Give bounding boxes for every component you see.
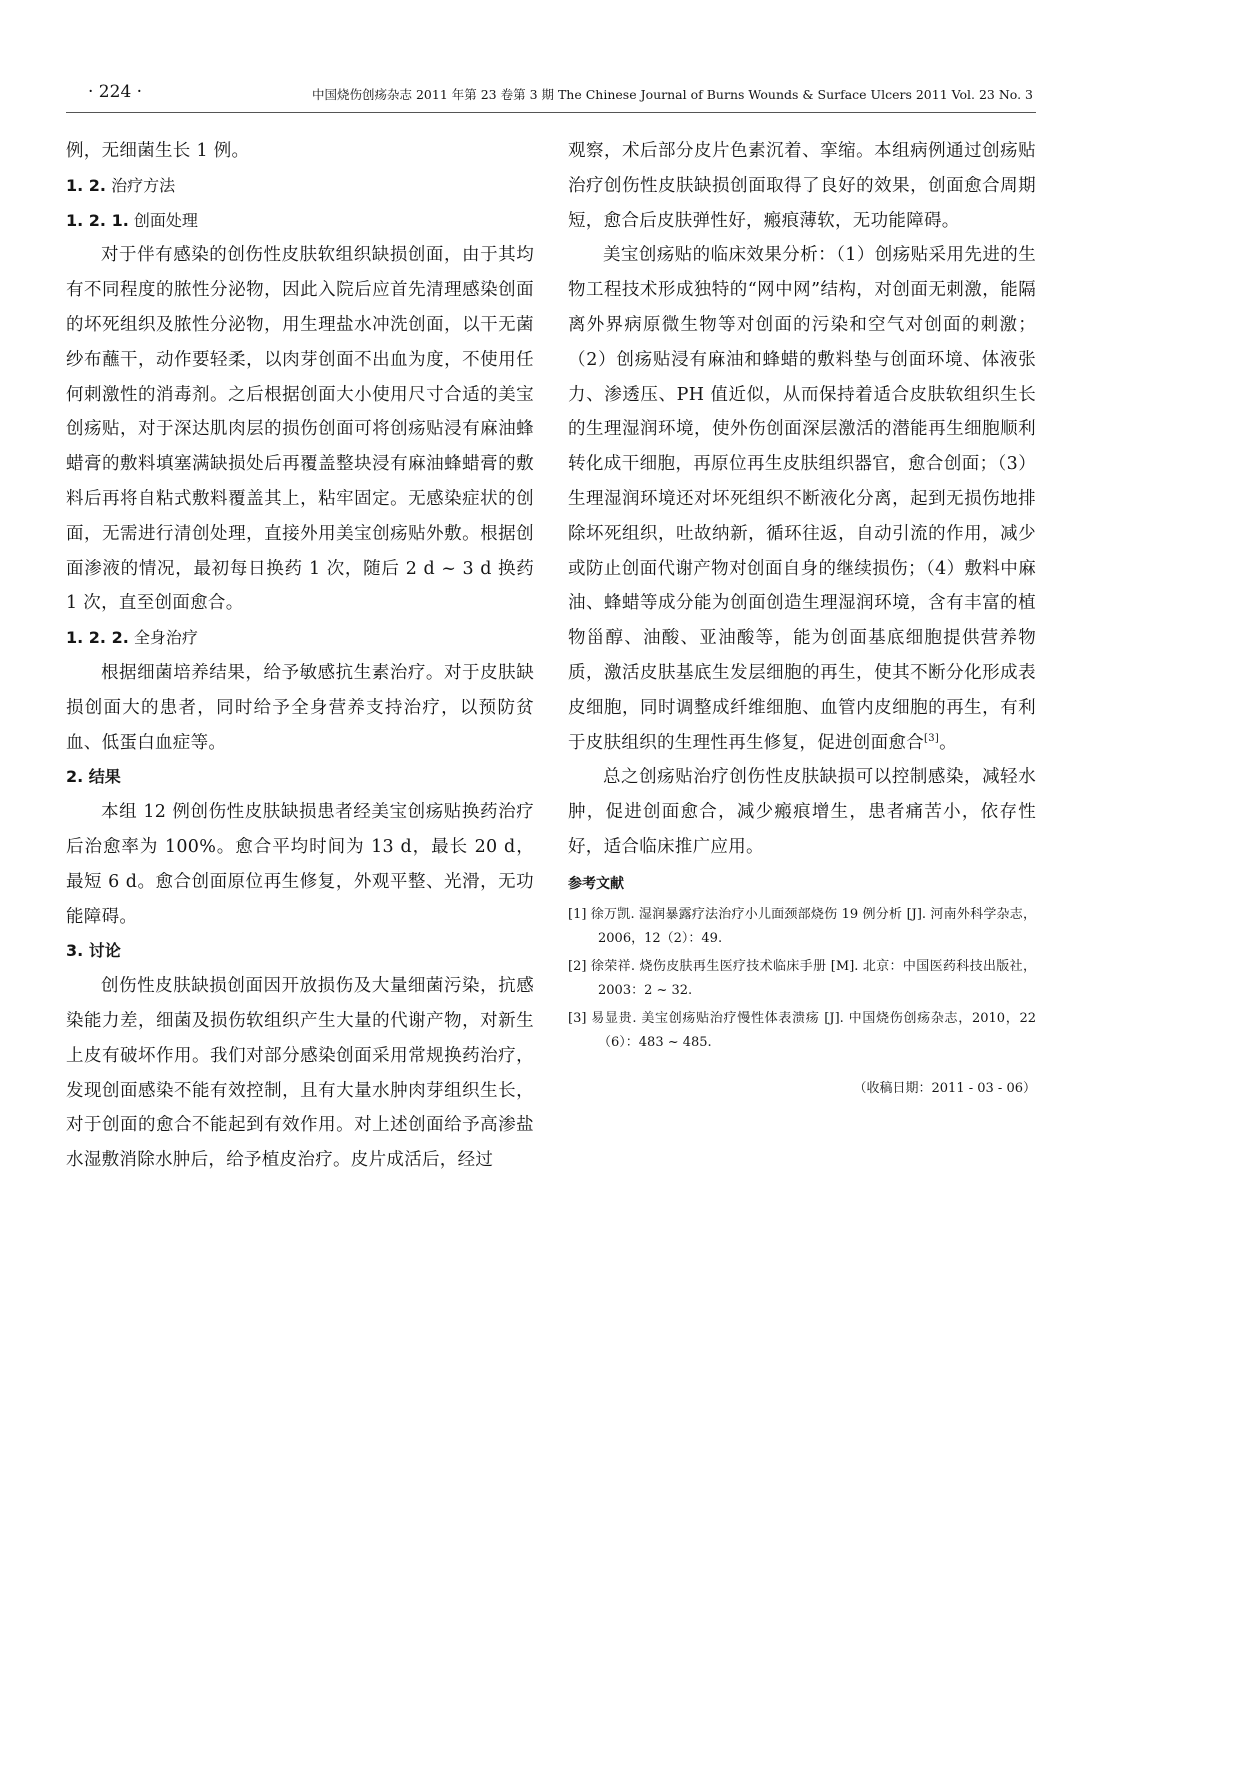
heading-title: 治疗方法 [111, 175, 176, 195]
paragraph: 本组 12 例创伤性皮肤缺损患者经美宝创疡贴换药治疗后治愈率为 100%。愈合平均时间为 13 d，最长 20 d，最短 6 d。愈合创面原位再生修复，外观平整、光滑，无功能障碍。 [66, 802, 534, 927]
page-header [0, 82, 1101, 106]
section-heading-1-2-1 [66, 204, 534, 239]
running-head: 中国烧伤创疡杂志 2011 年第 23 卷第 3 期 The Chinese Journal of Burns Wounds & Surface Ulcers 2011 Vol. 23 No. 3 [311, 87, 1033, 102]
paragraph [568, 238, 1036, 760]
heading-number: 1. 2. 1. [66, 210, 129, 230]
section-heading-1-2 [66, 169, 534, 204]
paragraph: 对于伴有感染的创伤性皮肤软组织缺损创面，由于其均有不同程度的脓性分泌物，因此入院后应首先清理感染创面的坏死组织及脓性分泌物，用生理盐水冲洗创面，以干无菌纱布蘸干，动作要轻柔，以肉芽创面不出血为度，不使用任何刺激性的消毒剂。之后根据创面大小使用尺寸合适的美宝创疡贴，对于深达肌肉层的损伤创面可将创疡贴浸有麻油蜂蜡膏的敷料填塞满缺损处后再覆盖整块浸有麻油蜂蜡膏的敷料后再将自粘式敷料覆盖其上，粘牢固定。无感染症状的创面，无需进行清创处理，直接外用美宝创疡贴外敷。根据创面渗液的情况，最初每日换药 1 次，随后 2 d ~ 3 d 换药 1 次，直至创面愈合。 [66, 245, 534, 614]
paragraph-text: 美宝创疡贴的临床效果分析：（1）创疡贴采用先进的生物工程技术形成独特的“网中网”结构，对创面无刺激，能隔离外界病原微生物等对创面的污染和空气对创面的刺激；（2）创疡贴浸有麻油和蜂蜡的敷料垫与创面环境、体液张力、渗透压、PH 值近似，从而保持着适合皮肤软组织生长的生理湿润环境，使外伤创面深层激活的潜能再生细胞顺利转化成干细胞，再原位再生皮肤组织器官，愈合创面；（3）生理湿润环境还对坏死组织不断液化分离，起到无损伤地排除坏死组织，吐故纳新，循环往返，自动引流的作用，减少或防止创面代谢产物对创面自身的继续损伤；（4）敷料中麻油、蜂蜡等成分能为创面创造生理湿润环境，含有丰富的植物甾醇、油酸、亚油酸等，能为创面基底细胞提供营养物质，激活皮肤基底生发层细胞的再生，使其不断分化形成表皮细胞，同时调整成纤维细胞、血管内皮细胞的再生，有利于皮肤组织的生理性再生修复，促进创面愈合 [568, 245, 1036, 753]
section-heading-discussion: 3. 讨论 [66, 941, 121, 961]
paragraph-end: 。 [939, 732, 957, 753]
heading-title: 全身治疗 [133, 628, 198, 648]
heading-number: 1. 2. [66, 175, 106, 195]
reference-item: [2] 徐荣祥. 烧伤皮肤再生医疗技术临床手册 [M]. 北京：中国医药科技出版社，2003：2 ~ 32. [568, 958, 1036, 998]
paragraph: 例，无细菌生长 1 例。 [66, 141, 250, 161]
paragraph: 总之创疡贴治疗创伤性皮肤缺损可以控制感染，减轻水肿，促进创面愈合，减少瘢痕增生，患者痛苦小，依存性好，适合临床推广应用。 [568, 767, 1036, 857]
section-heading-1-2-2 [66, 621, 534, 656]
paragraph: 根据细菌培养结果，给予敏感抗生素治疗。对于皮肤缺损创面大的患者，同时给予全身营养支持治疗，以预防贫血、低蛋白血症等。 [66, 662, 534, 753]
paragraph: 观察，术后部分皮片色素沉着、挛缩。本组病例通过创疡贴治疗创伤性皮肤缺损创面取得了良好的效果，创面愈合周期短，愈合后皮肤弹性好，瘢痕薄软，无功能障碍。 [568, 141, 1036, 231]
references-title: 参考文献 [568, 875, 624, 892]
heading-number: 1. 2. 2. [66, 628, 129, 648]
section-heading-results: 2. 结果 [66, 767, 121, 787]
right-column [568, 134, 1036, 1096]
left-column [66, 134, 534, 1178]
reference-item: [1] 徐万凯. 湿润暴露疗法治疗小儿面颈部烧伤 19 例分析 [J]. 河南外科学杂志，2006，12（2）：49. [568, 906, 1036, 946]
paragraph: 创伤性皮肤缺损创面因开放损伤及大量细菌污染，抗感染能力差，细菌及损伤软组织产生大量的代谢产物，对新生上皮有破坏作用。我们对部分感染创面采用常规换药治疗，发现创面感染不能有效控制，且有大量水肿肉芽组织生长，对于创面的愈合不能起到有效作用。对上述创面给予高渗盐水湿敷消除水肿后，给予植皮治疗。皮片成活后，经过 [66, 976, 534, 1171]
header-rule [66, 112, 1036, 113]
reference-item: [3] 易显贵. 美宝创疡贴治疗慢性体表溃疡 [J]. 中国烧伤创疡杂志，2010，22（6）：483 ~ 485. [568, 1010, 1036, 1050]
page-number: · 224 · [88, 82, 143, 102]
citation-marker: [3] [924, 732, 940, 744]
heading-title: 创面处理 [133, 210, 198, 230]
received-date: （收稿日期：2011 - 03 - 06） [853, 1080, 1036, 1096]
